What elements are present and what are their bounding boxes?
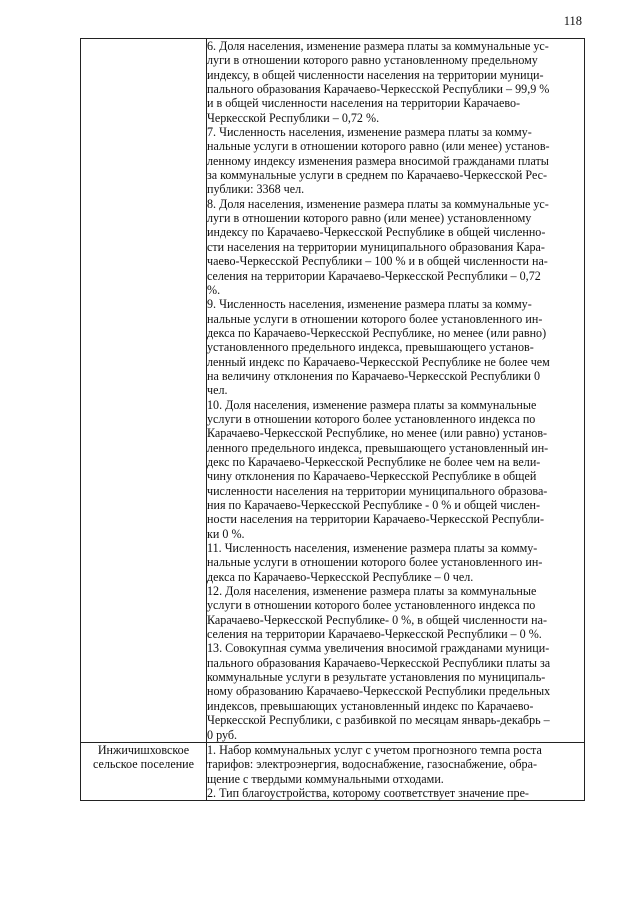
text-line: численности населения на территории муниципального образова-: [207, 483, 548, 498]
text-line: луги в отношении которого равно установленному предельному: [207, 53, 538, 68]
text-line: индексу, в общей численности населения на территории муници-: [207, 67, 544, 82]
page-number: 118: [563, 14, 582, 28]
settlement-name-line: Инжичишховское: [97, 742, 190, 757]
text-line: %.: [207, 282, 221, 297]
text-line: нальные услуги в отношении которого более установленного ин-: [207, 555, 543, 570]
text-line: нальные услуги в отношении которого равно (или менее) установ-: [207, 139, 550, 154]
text-line: Черкесской Республики – 0,72 %.: [207, 110, 380, 125]
text-line: индексов, превышающих установленный индекс по Карачаево-: [207, 698, 534, 713]
text-line: за коммунальные услуги в среднем по Карачаево-Черкесской Рес-: [207, 168, 548, 183]
text-line: декса по Карачаево-Черкесской Республике, но менее (или равно): [207, 325, 547, 340]
text-line: пального образования Карачаево-Черкесской Республики – 99,9 %: [207, 82, 550, 97]
text-line: нальные услуги в отношении которого более установленного ин-: [207, 311, 543, 326]
text-line: чел.: [207, 383, 228, 398]
text-line: селения на территории Карачаево-Черкесской Республики – 0 %.: [207, 627, 542, 642]
text-line: 10. Доля населения, изменение размера платы за коммунальные: [207, 397, 537, 412]
text-line: публики: 3368 чел.: [207, 182, 305, 197]
text-line: 0 руб.: [207, 727, 238, 742]
text-line: селения на территории Карачаево-Черкесской Республики – 0,72: [207, 268, 541, 283]
text-line: установленного предельного индекса, превышающего установ-: [207, 340, 534, 355]
text-line: ленному индексу изменения размера вносимой гражданами платы: [207, 153, 549, 168]
text-line: сти населения на территории муниципального образования Кара-: [207, 239, 545, 254]
text-line: 7. Численность населения, изменение размера платы за комму-: [207, 125, 532, 140]
text-line: тарифов: электроэнергия, водоснабжение, газоснабжение, обра-: [207, 757, 537, 772]
text-line: щение с твердыми коммунальными отходами.: [207, 771, 444, 786]
text-line: ния по Карачаево-Черкесской Республике - 0 % и общей числен-: [207, 498, 541, 512]
text-line: 12. Доля населения, изменение размера платы за коммунальные: [207, 584, 537, 599]
text-line: 1. Набор коммунальных услуг с учетом прогнозного темпа роста: [207, 742, 542, 757]
text-line: 9. Численность населения, изменение размера платы за комму-: [207, 297, 532, 312]
text-line: Черкесской Республики, с разбивкой по месяцам январь-декабрь –: [207, 713, 550, 728]
text-line: пального образования Карачаево-Черкесской Республики платы за: [207, 655, 551, 670]
text-line: чину отклонения по Карачаево-Черкесской Республике в общей: [207, 469, 537, 484]
table-row: [81, 742, 585, 800]
text-line: декс по Карачаево-Черкесской Республике не более чем на вели-: [207, 454, 541, 469]
text-line: 6. Доля населения, изменение размера платы за коммунальные ус-: [207, 39, 549, 53]
text-line: ки 0 %.: [207, 526, 245, 541]
text-line: ному образованию Карачаево-Черкесской Республики предельных: [207, 684, 551, 699]
text-line: на величину отклонения по Карачаево-Черкесской Республики 0: [207, 368, 541, 383]
text-line: индексу по Карачаево-Черкесской Республике в общей численно-: [207, 225, 546, 240]
text-line: 2. Тип благоустройства, которому соответствует значение пре-: [207, 785, 529, 800]
settlements-table: [80, 38, 585, 801]
text-line: чаево-Черкесской Республики – 100 % и в общей численности на-: [207, 254, 548, 269]
settlement-name-cell: [81, 742, 207, 800]
text-line: ленного предельного индекса, превышающего установленный ин-: [207, 440, 549, 455]
settlement-name-cell: [81, 39, 207, 743]
text-line: и в общей численности населения на территории Карачаево-: [207, 96, 521, 111]
text-line: Карачаево-Черкесской Республике- 0 %, в общей численности на-: [207, 612, 548, 627]
text-line: декса по Карачаево-Черкесской Республике – 0 чел.: [207, 569, 474, 584]
text-line: ленный индекс по Карачаево-Черкесской Республике не более чем: [207, 354, 550, 369]
indicators-cell: [207, 742, 585, 800]
text-line: луги в отношении которого равно (или менее) установленному: [207, 211, 532, 226]
text-line: 11. Численность населения, изменение размера платы за комму-: [207, 541, 538, 556]
table-row: [81, 39, 585, 743]
text-line: 13. Совокупная сумма увеличения вносимой гражданами муници-: [207, 641, 550, 656]
text-line: Карачаево-Черкесской Республике, но менее (или равно) установ-: [207, 426, 548, 441]
indicators-cell: [207, 39, 585, 743]
text-line: коммунальные услуги в результате установления по муниципаль-: [207, 670, 546, 685]
text-line: 8. Доля населения, изменение размера платы за коммунальные ус-: [207, 196, 549, 211]
text-line: услуги в отношении которого более установленного индекса по: [207, 411, 536, 426]
settlement-name-line: сельское поселение: [92, 757, 195, 772]
text-line: ности населения на территории Карачаево-Черкесской Республи-: [207, 512, 545, 527]
text-line: услуги в отношении которого более установленного индекса по: [207, 598, 536, 613]
